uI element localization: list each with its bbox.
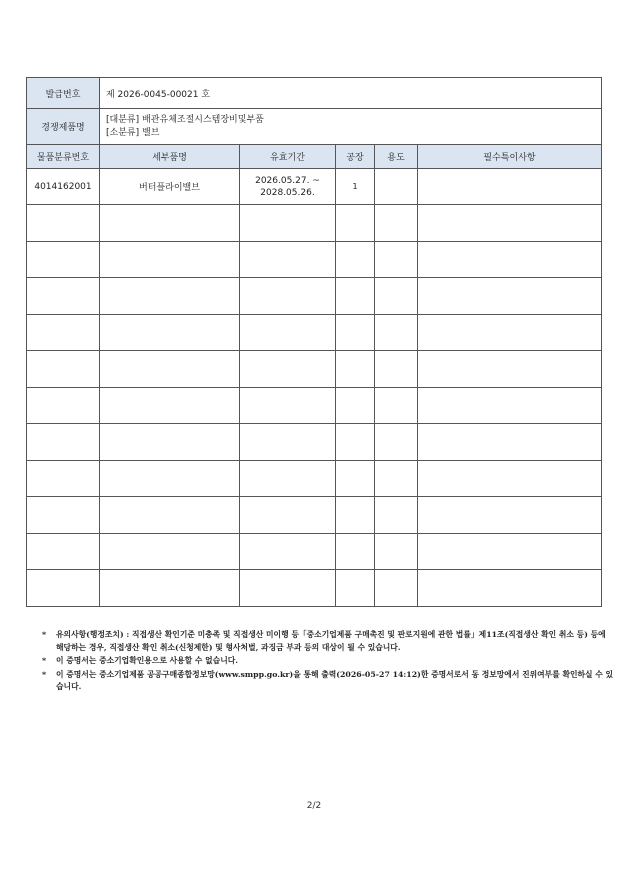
row-usage [375, 169, 418, 205]
empty-row [27, 205, 602, 242]
empty-row [27, 424, 602, 461]
empty-row [27, 497, 602, 534]
empty-row [27, 387, 602, 424]
bullet-icon: * [42, 656, 47, 665]
issue-number-value: 제 2026-0045-00021 호 [100, 78, 602, 109]
col-header-item-name: 세부품명 [100, 145, 240, 169]
empty-row [27, 278, 602, 315]
empty-row [27, 533, 602, 570]
col-header-code: 물품분류번호 [27, 145, 100, 169]
issue-number-label: 발급번호 [27, 78, 100, 109]
notice-item: * 이 증명서는 중소기업제품 공공구매종합정보망(www.smpp.go.kr)을 통해 출력(2026-05-27 14:12)한 증명서로서 동 정보망에서 진위여부를 확인하실 수 있습니다. [42, 669, 614, 691]
page-number: 2/2 [306, 801, 322, 811]
col-header-validity: 유효기간 [240, 145, 336, 169]
empty-row [27, 351, 602, 388]
row-requirements [418, 169, 602, 205]
row-factory: 1 [336, 169, 375, 205]
row-code: 4014162001 [27, 169, 100, 205]
notice-section [42, 629, 614, 695]
empty-row [27, 570, 602, 607]
minor-category: [소분류] 밸브 [106, 127, 160, 138]
bullet-icon: * [42, 669, 47, 679]
product-name-label: 경쟁제품명 [27, 109, 100, 145]
col-header-requirements: 필수특이사항 [418, 145, 602, 169]
col-header-usage: 용도 [375, 145, 418, 169]
table-row [27, 169, 602, 205]
product-classification [100, 109, 602, 145]
empty-row [27, 460, 602, 497]
empty-row [27, 241, 602, 278]
row-validity: 2026.05.27. ~ 2028.05.26. [240, 169, 336, 205]
empty-row [27, 314, 602, 351]
notice-item: * 유의사항(행정조치) : 직접생산 확인기준 미충족 및 직접생산 미이행 등「중소기업제품 구매촉진 및 판로지원에 관한 법률」제11조(직접생산 확인 취소 등) 등에 해당하는 경우, 직접생산 확인 취소(신청제한) 및 형사처벌, 과징금 부과 등의 대상이 될 수 있습니다. [42, 630, 606, 652]
notice-item: * 이 증명서는 중소기업확인용으로 사용할 수 없습니다. [42, 655, 614, 668]
major-category: [대분류] 배관유체조절시스템장비및부품 [106, 114, 264, 125]
col-header-factory: 공장 [336, 145, 375, 169]
column-header-row [27, 145, 602, 169]
certificate-table [26, 77, 602, 607]
row-item-name: 버터플라이밸브 [100, 169, 240, 205]
bullet-icon: * [42, 630, 47, 639]
